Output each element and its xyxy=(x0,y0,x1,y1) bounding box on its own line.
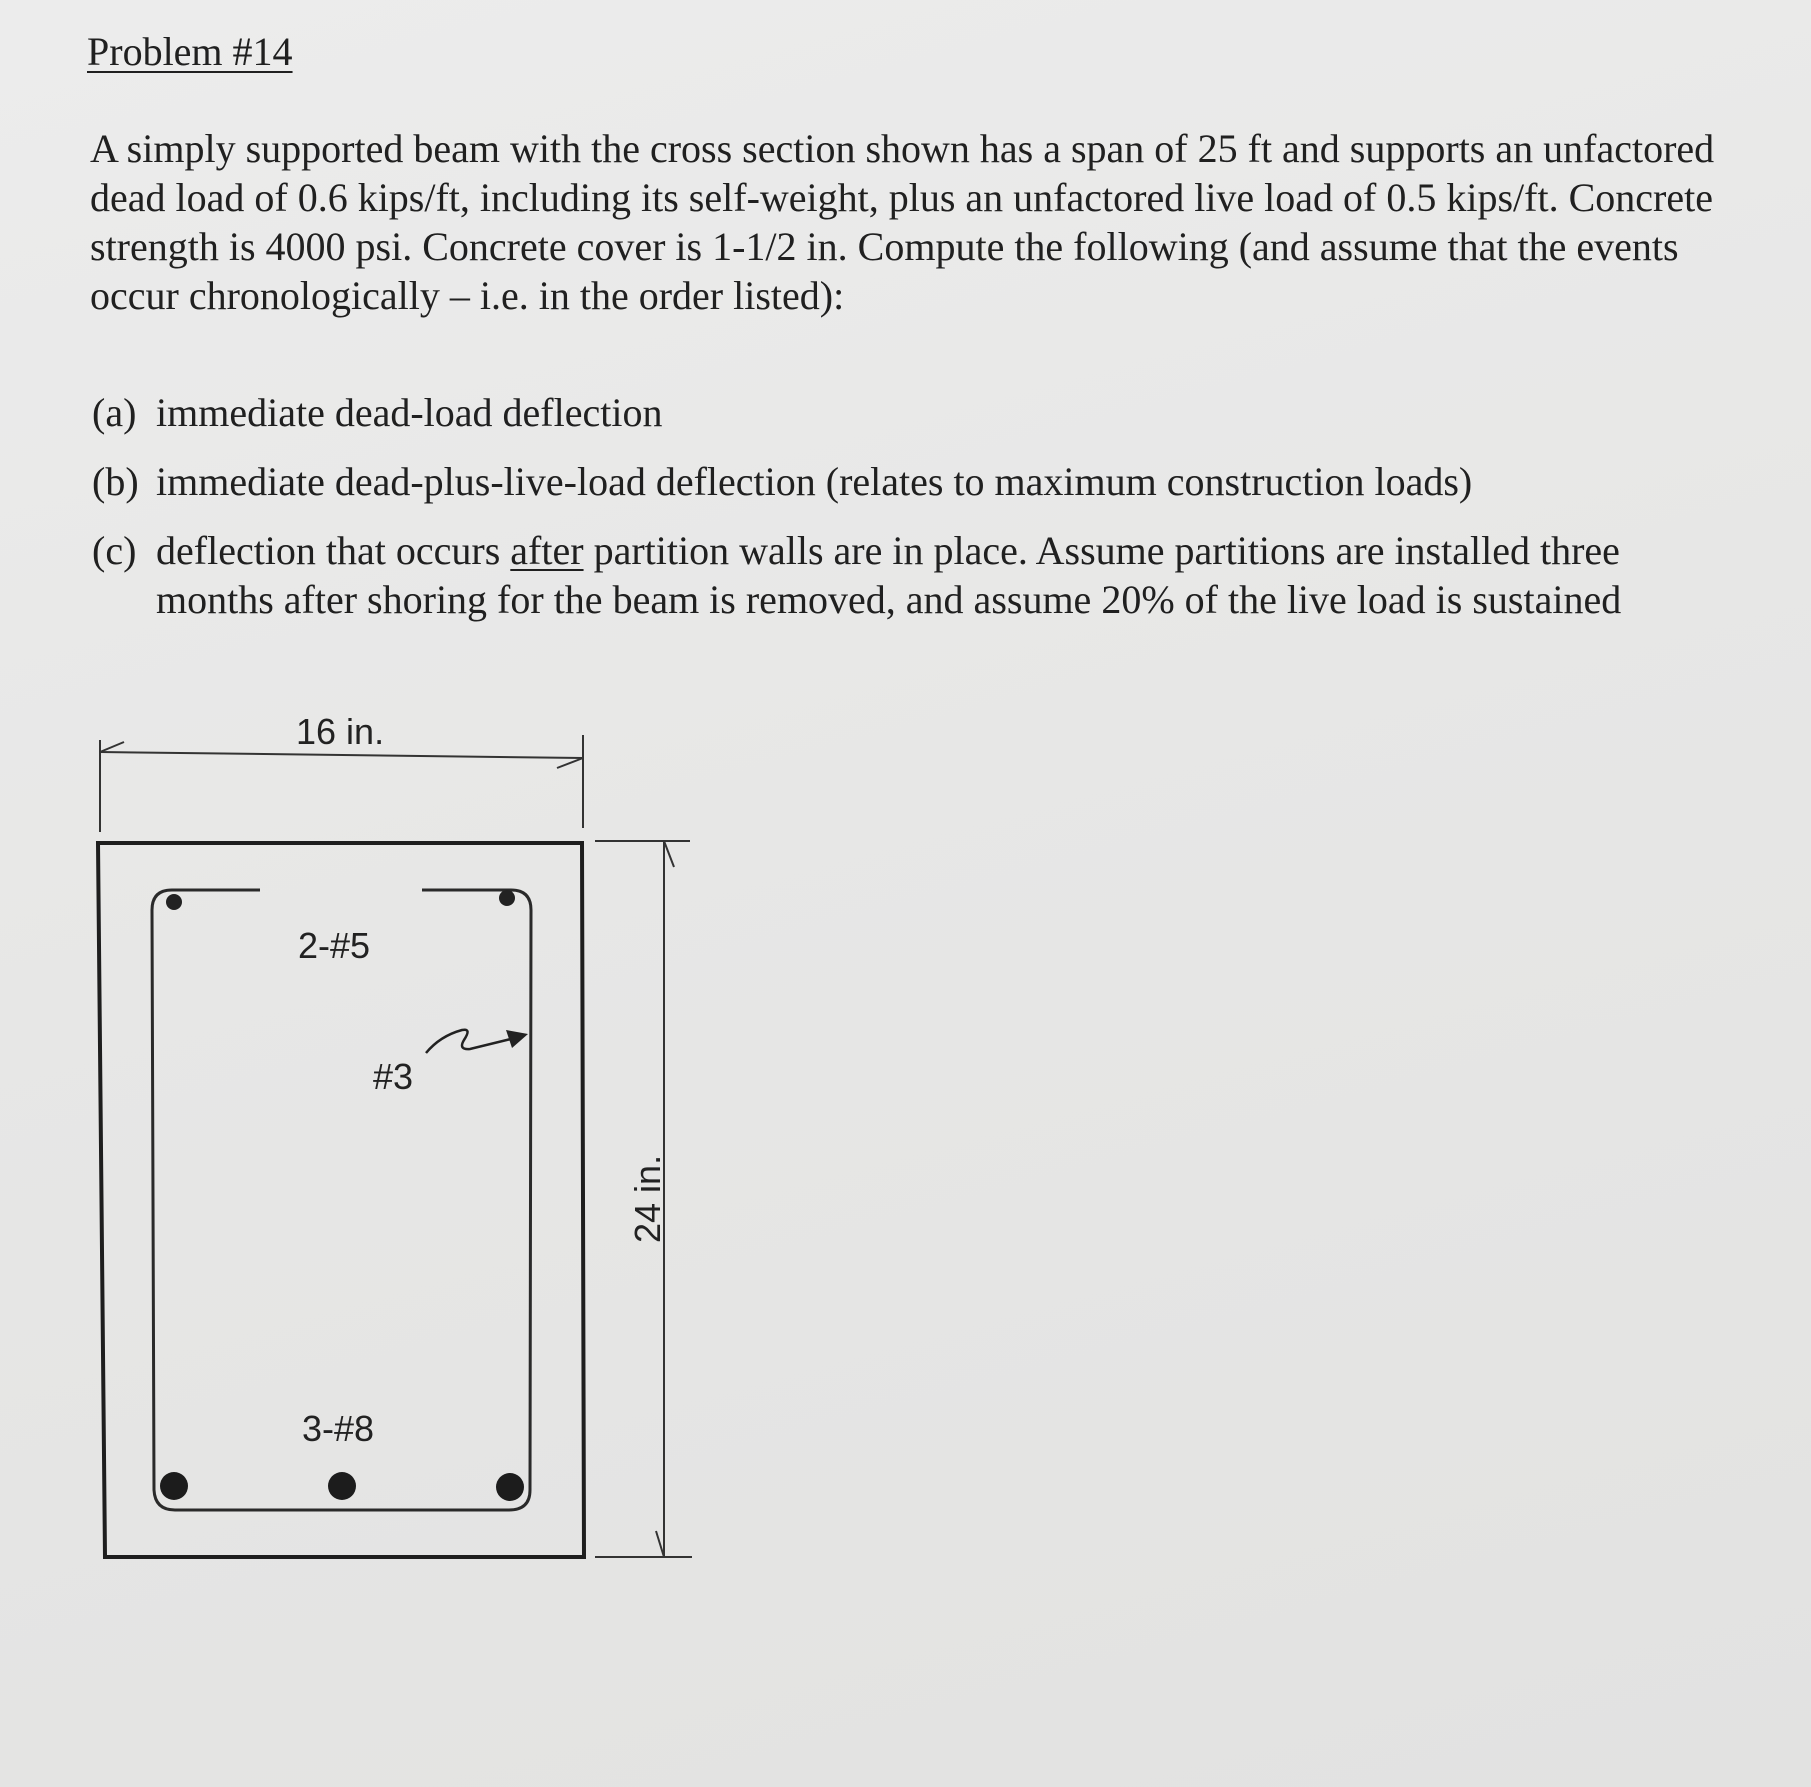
question-text-a: immediate dead-load deflection xyxy=(156,390,663,435)
top-bar-right xyxy=(499,890,515,906)
height-arrow-top xyxy=(664,841,674,867)
width-arrow-left xyxy=(100,742,124,752)
stirrup-label: #3 xyxy=(373,1056,414,1097)
top-bars-label: 2-#5 xyxy=(298,925,371,966)
question-text-c-end: partition walls are in place. Assume partitions are installed three months after shoring for the beam is removed, and assume 20% of the live load is sustained xyxy=(156,528,1622,622)
bottom-bar-left xyxy=(160,1472,188,1500)
width-arrow-right xyxy=(557,758,583,768)
problem-statement: A simply supported beam with the cross section shown has a span of 25 ft and supports an unfactored dead load of 0.6 kips/ft, including its self-weight, plus an unfactored live load of 0.5 kips/ft. Concrete strength is 4000 psi. Concrete cover is 1-1/2 in. Compute the following (and assume that the events occur chronologically – i.e. in the order listed): xyxy=(90,126,1715,318)
stirrup-pointer xyxy=(426,1030,515,1053)
problem-title: Problem #14 xyxy=(87,29,293,74)
stirrup-pointer-arrowhead xyxy=(506,1030,528,1048)
bottom-bars-label: 3-#8 xyxy=(302,1408,375,1449)
width-dimension-line xyxy=(100,752,583,758)
width-label: 16 in. xyxy=(296,711,385,752)
question-text-c-emphasis: after xyxy=(510,528,584,573)
top-bar-left xyxy=(166,894,182,910)
question-label-b: (b) xyxy=(92,459,139,504)
height-arrow-bottom xyxy=(656,1531,664,1557)
bottom-bar-right xyxy=(496,1473,524,1501)
question-text-c-start: deflection that occurs xyxy=(156,528,511,573)
bottom-bar-center xyxy=(328,1472,356,1500)
question-label-a: (a) xyxy=(92,390,137,435)
question-text-b: immediate dead-plus-live-load deflection (relates to maximum construction loads) xyxy=(156,459,1473,504)
height-label: 24 in. xyxy=(627,1154,668,1243)
question-label-c: (c) xyxy=(92,528,137,573)
